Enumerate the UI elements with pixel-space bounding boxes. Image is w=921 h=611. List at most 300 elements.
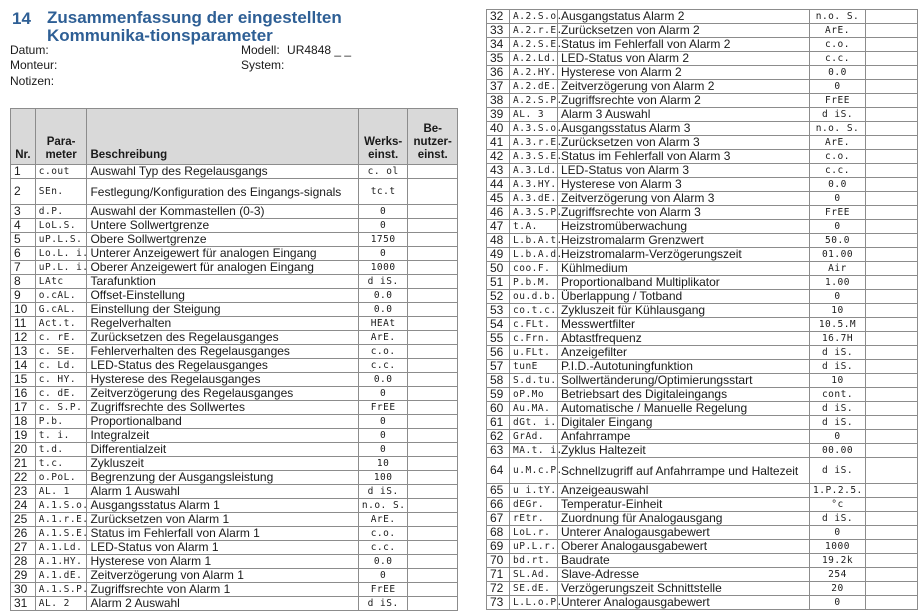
param-number: 26 [11, 527, 36, 541]
user-setting[interactable] [866, 164, 918, 178]
param-description: LED-Status des Regelausganges [87, 359, 358, 373]
param-number: 45 [487, 192, 510, 206]
user-setting[interactable] [408, 289, 458, 303]
user-setting[interactable] [408, 303, 458, 317]
param-code: A.3.r.E. [510, 136, 558, 150]
user-setting[interactable] [866, 444, 918, 458]
param-code: u i.tY. [510, 484, 558, 498]
param-description: Zyklus Haltezeit [558, 444, 810, 458]
user-setting[interactable] [866, 360, 918, 374]
header-nr: Nr. [11, 109, 36, 165]
param-number: 19 [11, 429, 36, 443]
user-setting[interactable] [408, 233, 458, 247]
factory-setting: FrEE [358, 401, 408, 415]
factory-setting: 254 [810, 568, 866, 582]
param-number: 2 [11, 179, 36, 205]
param-number: 73 [487, 596, 510, 610]
user-setting[interactable] [408, 331, 458, 345]
factory-setting: 0 [810, 430, 866, 444]
table-row [487, 402, 918, 416]
param-description: Slave-Adresse [558, 568, 810, 582]
user-setting[interactable] [866, 52, 918, 66]
param-description: Untere Sollwertgrenze [87, 219, 358, 233]
table-row [11, 275, 458, 289]
factory-setting: 0 [358, 443, 408, 457]
param-code: SEn. [35, 179, 87, 205]
param-description: Hysterese von Alarm 2 [558, 66, 810, 80]
param-code: SE.dE. [510, 582, 558, 596]
param-description: Baudrate [558, 554, 810, 568]
user-setting[interactable] [866, 10, 918, 24]
param-code: A.1.HY. [35, 555, 87, 569]
param-code: c.out [35, 165, 87, 179]
factory-setting: d iS. [810, 346, 866, 360]
param-code: LAtc [35, 275, 87, 289]
table-row [11, 247, 458, 261]
table-row [11, 415, 458, 429]
user-setting[interactable] [866, 346, 918, 360]
factory-setting: d iS. [810, 512, 866, 526]
param-number: 50 [487, 262, 510, 276]
param-number: 55 [487, 332, 510, 346]
table-row [487, 388, 918, 402]
param-number: 7 [11, 261, 36, 275]
user-setting[interactable] [866, 540, 918, 554]
param-code: P.b. [35, 415, 87, 429]
table-row [487, 582, 918, 596]
table-row [11, 165, 458, 179]
table-row [487, 444, 918, 458]
param-code: A.1.S.o. [35, 499, 87, 513]
user-setting[interactable] [866, 94, 918, 108]
param-code: LoL.S. [35, 219, 87, 233]
param-description: Hysterese von Alarm 3 [558, 178, 810, 192]
param-number: 72 [487, 582, 510, 596]
user-setting[interactable] [408, 499, 458, 513]
param-number: 34 [487, 38, 510, 52]
param-code: GrAd. [510, 430, 558, 444]
param-description: Unterer Anzeigewert für analogen Eingang [87, 247, 358, 261]
param-description: Regelverhalten [87, 317, 358, 331]
table-row [11, 205, 458, 219]
param-description: Alarm 3 Auswahl [558, 108, 810, 122]
user-setting[interactable] [408, 429, 458, 443]
factory-setting: FrEE [810, 94, 866, 108]
user-setting[interactable] [866, 80, 918, 94]
param-number: 44 [487, 178, 510, 192]
factory-setting: c.c. [810, 164, 866, 178]
user-setting[interactable] [408, 317, 458, 331]
param-description: Tarafunktion [87, 275, 358, 289]
param-code: c. HY. [35, 373, 87, 387]
user-setting[interactable] [408, 443, 458, 457]
table-row [11, 233, 458, 247]
param-description: Status im Fehlerfall von Alarm 3 [558, 150, 810, 164]
param-number: 18 [11, 415, 36, 429]
factory-setting: 0 [358, 387, 408, 401]
table-row [487, 512, 918, 526]
param-code: L.b.A.t. [510, 234, 558, 248]
param-code: t.A. [510, 220, 558, 234]
param-description: Ausgangstatus Alarm 2 [558, 10, 810, 24]
factory-setting: 0 [358, 247, 408, 261]
table-row [11, 359, 458, 373]
table-row [11, 289, 458, 303]
param-number: 5 [11, 233, 36, 247]
table-row [487, 136, 918, 150]
param-description: Status im Fehlerfall von Alarm 2 [558, 38, 810, 52]
user-setting[interactable] [408, 165, 458, 179]
factory-setting: 0 [358, 415, 408, 429]
param-code: t.c. [35, 457, 87, 471]
factory-setting: 0 [358, 569, 408, 583]
user-setting[interactable] [408, 247, 458, 261]
table-row [11, 179, 458, 205]
factory-setting: d iS. [358, 485, 408, 499]
param-code: G.cAL. [35, 303, 87, 317]
param-description: LED-Status von Alarm 2 [558, 52, 810, 66]
param-description: Zugriffsrechte von Alarm 3 [558, 206, 810, 220]
param-number: 68 [487, 526, 510, 540]
param-code: A.2.S.o. [510, 10, 558, 24]
parameter-rows-left [11, 165, 458, 611]
param-description: Unterer Analogausgabewert [558, 526, 810, 540]
param-number: 63 [487, 444, 510, 458]
param-code: c. rE. [35, 331, 87, 345]
user-setting[interactable] [408, 513, 458, 527]
user-setting[interactable] [866, 262, 918, 276]
param-number: 40 [487, 122, 510, 136]
param-code: u.M.c.P. [510, 458, 558, 484]
table-row [487, 164, 918, 178]
param-description: Auswahl Typ des Regelausgangs [87, 165, 358, 179]
user-setting[interactable] [866, 290, 918, 304]
header-beschreibung: Beschreibung [87, 109, 358, 165]
param-description: Zugriffsrechte von Alarm 1 [87, 583, 358, 597]
param-description: Proportionalband Multiplikator [558, 276, 810, 290]
param-code: S.d.tu. [510, 374, 558, 388]
param-code: AL. 1 [35, 485, 87, 499]
factory-setting: ArE. [358, 331, 408, 345]
param-description: Proportionalband [87, 415, 358, 429]
param-code: A.2.S.E. [510, 38, 558, 52]
user-setting[interactable] [408, 541, 458, 555]
param-number: 67 [487, 512, 510, 526]
table-row [487, 10, 918, 24]
factory-setting: c. ol [358, 165, 408, 179]
user-setting[interactable] [408, 569, 458, 583]
user-setting[interactable] [866, 484, 918, 498]
param-number: 41 [487, 136, 510, 150]
user-setting[interactable] [866, 248, 918, 262]
user-setting[interactable] [866, 276, 918, 290]
param-number: 38 [487, 94, 510, 108]
table-row [487, 416, 918, 430]
param-code: c. dE. [35, 387, 87, 401]
param-description: Festlegung/Konfiguration des Eingangs-signals [87, 179, 358, 205]
param-code: Lo.L. i. [35, 247, 87, 261]
user-setting[interactable] [408, 205, 458, 219]
param-number: 33 [487, 24, 510, 38]
param-number: 60 [487, 402, 510, 416]
parameter-table-left [10, 108, 458, 611]
factory-setting: 0 [810, 290, 866, 304]
param-code: AL. 3 [510, 108, 558, 122]
factory-setting: 19.2k [810, 554, 866, 568]
factory-setting: 20 [810, 582, 866, 596]
user-setting[interactable] [408, 485, 458, 499]
param-number: 13 [11, 345, 36, 359]
param-description: Ausgangsstatus Alarm 3 [558, 122, 810, 136]
factory-setting: ArE. [810, 136, 866, 150]
user-setting[interactable] [866, 596, 918, 610]
table-row [487, 346, 918, 360]
parameter-rows-right [487, 10, 918, 610]
param-code: AL. 2 [35, 597, 87, 611]
param-code: t. i. [35, 429, 87, 443]
table-row [487, 290, 918, 304]
user-setting[interactable] [866, 512, 918, 526]
param-description: Hysterese des Regelausganges [87, 373, 358, 387]
param-number: 36 [487, 66, 510, 80]
param-number: 30 [11, 583, 36, 597]
param-description: Anzeigeauswahl [558, 484, 810, 498]
param-code: A.3.Ld. [510, 164, 558, 178]
table-row [487, 526, 918, 540]
param-description: Zykluszeit [87, 457, 358, 471]
user-setting[interactable] [866, 388, 918, 402]
user-setting[interactable] [408, 471, 458, 485]
param-code: A.1.Ld. [35, 541, 87, 555]
user-setting[interactable] [408, 387, 458, 401]
user-setting[interactable] [866, 332, 918, 346]
user-setting[interactable] [408, 373, 458, 387]
factory-setting: n.o. S. [810, 122, 866, 136]
param-number: 49 [487, 248, 510, 262]
param-description: Oberer Analogausgabewert [558, 540, 810, 554]
user-setting[interactable] [866, 136, 918, 150]
table-row [11, 471, 458, 485]
param-description: Unterer Analogausgabewert [558, 596, 810, 610]
factory-setting: 00.00 [810, 444, 866, 458]
user-setting[interactable] [866, 234, 918, 248]
table-row [487, 38, 918, 52]
user-setting[interactable] [866, 568, 918, 582]
user-setting[interactable] [408, 527, 458, 541]
factory-setting: °c [810, 498, 866, 512]
param-code: A.2.HY. [510, 66, 558, 80]
param-number: 57 [487, 360, 510, 374]
user-setting[interactable] [866, 498, 918, 512]
modell-value: UR4848 _ _ [287, 43, 352, 57]
factory-setting: d iS. [810, 458, 866, 484]
user-setting[interactable] [866, 374, 918, 388]
param-code: A.1.S.P. [35, 583, 87, 597]
factory-setting: ArE. [358, 513, 408, 527]
user-setting[interactable] [408, 359, 458, 373]
header-benutzer: Be-nutzer-einst. [408, 109, 458, 165]
modell-label: Modell: [241, 43, 280, 57]
table-row [487, 178, 918, 192]
param-number: 23 [11, 485, 36, 499]
param-number: 17 [11, 401, 36, 415]
user-setting[interactable] [408, 457, 458, 471]
factory-setting: c.o. [358, 527, 408, 541]
table-row [11, 219, 458, 233]
user-setting[interactable] [866, 108, 918, 122]
param-description: LED-Status von Alarm 3 [558, 164, 810, 178]
user-setting[interactable] [408, 261, 458, 275]
param-number: 24 [11, 499, 36, 513]
param-description: Kühlmedium [558, 262, 810, 276]
header-parameter: Para-meter [35, 109, 87, 165]
param-description: Einstellung der Steigung [87, 303, 358, 317]
user-setting[interactable] [408, 219, 458, 233]
user-setting[interactable] [866, 38, 918, 52]
table-row [487, 332, 918, 346]
user-setting[interactable] [866, 192, 918, 206]
table-row [11, 373, 458, 387]
factory-setting: 10 [358, 457, 408, 471]
param-number: 27 [11, 541, 36, 555]
param-number: 53 [487, 304, 510, 318]
user-setting[interactable] [866, 150, 918, 164]
factory-setting: 0.0 [358, 289, 408, 303]
table-row [11, 457, 458, 471]
param-number: 54 [487, 318, 510, 332]
param-code: tunE [510, 360, 558, 374]
param-description: Sollwertänderung/Optimierungsstart [558, 374, 810, 388]
factory-setting: 01.00 [810, 248, 866, 262]
factory-setting: 1750 [358, 233, 408, 247]
user-setting[interactable] [866, 122, 918, 136]
param-code: Au.MA. [510, 402, 558, 416]
user-setting[interactable] [408, 583, 458, 597]
user-setting[interactable] [866, 416, 918, 430]
table-row [487, 430, 918, 444]
user-setting[interactable] [866, 458, 918, 484]
param-code: c. SE. [35, 345, 87, 359]
user-setting[interactable] [866, 526, 918, 540]
table-row [487, 66, 918, 80]
user-setting[interactable] [408, 415, 458, 429]
user-setting[interactable] [866, 66, 918, 80]
param-description: Zurücksetzen von Alarm 3 [558, 136, 810, 150]
factory-setting: c.o. [810, 150, 866, 164]
user-setting[interactable] [408, 275, 458, 289]
table-row [11, 261, 458, 275]
factory-setting: tc.t [358, 179, 408, 205]
param-description: Heizstromalarm-Verzögerungszeit [558, 248, 810, 262]
user-setting[interactable] [408, 555, 458, 569]
table-row [11, 303, 458, 317]
param-description: Schnellzugriff auf Anfahrrampe und Haltezeit [558, 458, 810, 484]
table-row [11, 401, 458, 415]
factory-setting: FrEE [810, 206, 866, 220]
param-number: 61 [487, 416, 510, 430]
param-description: Automatische / Manuelle Regelung [558, 402, 810, 416]
param-code: coo.F. [510, 262, 558, 276]
user-setting[interactable] [408, 345, 458, 359]
param-description: Abtastfrequenz [558, 332, 810, 346]
user-setting[interactable] [866, 402, 918, 416]
factory-setting: cont. [810, 388, 866, 402]
param-number: 28 [11, 555, 36, 569]
factory-setting: 10.5.M [810, 318, 866, 332]
param-code: t.d. [35, 443, 87, 457]
table-row [11, 331, 458, 345]
table-row [487, 596, 918, 610]
param-description: LED-Status von Alarm 1 [87, 541, 358, 555]
param-number: 46 [487, 206, 510, 220]
table-row [487, 192, 918, 206]
user-setting[interactable] [866, 206, 918, 220]
param-description: Obere Sollwertgrenze [87, 233, 358, 247]
user-setting[interactable] [866, 304, 918, 318]
param-number: 6 [11, 247, 36, 261]
table-row [487, 220, 918, 234]
factory-setting: FrEE [358, 583, 408, 597]
user-setting[interactable] [408, 401, 458, 415]
user-setting[interactable] [866, 582, 918, 596]
param-code: c. S.P. [35, 401, 87, 415]
user-setting[interactable] [866, 554, 918, 568]
param-description: Offset-Einstellung [87, 289, 358, 303]
param-code: P.b.M. [510, 276, 558, 290]
param-number: 20 [11, 443, 36, 457]
factory-setting: 0.0 [358, 373, 408, 387]
param-description: Heizstromüberwachung [558, 220, 810, 234]
table-row [487, 248, 918, 262]
parameter-table-right [486, 9, 918, 610]
factory-setting: 1.P.2.5. [810, 484, 866, 498]
factory-setting: d iS. [810, 360, 866, 374]
user-setting[interactable] [866, 318, 918, 332]
factory-setting: 1000 [810, 540, 866, 554]
user-setting[interactable] [866, 430, 918, 444]
param-number: 71 [487, 568, 510, 582]
factory-setting: 0 [810, 526, 866, 540]
user-setting[interactable] [408, 179, 458, 205]
user-setting[interactable] [866, 220, 918, 234]
user-setting[interactable] [408, 597, 458, 611]
factory-setting: d iS. [810, 416, 866, 430]
table-row [487, 206, 918, 220]
user-setting[interactable] [866, 24, 918, 38]
param-number: 35 [487, 52, 510, 66]
section-title: Zusammenfassung der eingestellten Kommunika-tionsparameter [47, 8, 342, 45]
factory-setting: 0 [810, 192, 866, 206]
param-description: Begrenzung der Ausgangsleistung [87, 471, 358, 485]
table-row [487, 498, 918, 512]
table-row [487, 80, 918, 94]
param-description: Status im Fehlerfall von Alarm 1 [87, 527, 358, 541]
param-number: 25 [11, 513, 36, 527]
param-description: Zeitverzögerung des Regelausganges [87, 387, 358, 401]
user-setting[interactable] [866, 178, 918, 192]
system-label: System: [241, 58, 285, 72]
param-number: 8 [11, 275, 36, 289]
factory-setting: 50.0 [810, 234, 866, 248]
factory-setting: 1.00 [810, 276, 866, 290]
param-description: Integralzeit [87, 429, 358, 443]
monteur-label: Monteur: [10, 58, 58, 72]
factory-setting: c.c. [358, 541, 408, 555]
param-code: c.FLt. [510, 318, 558, 332]
table-row [487, 108, 918, 122]
table-row [11, 345, 458, 359]
param-number: 62 [487, 430, 510, 444]
